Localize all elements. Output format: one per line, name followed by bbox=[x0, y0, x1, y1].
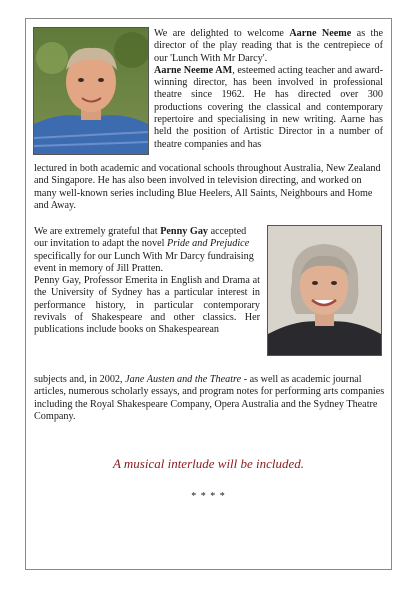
penny-gay-photo bbox=[267, 225, 382, 356]
penny-bio-continued-text bbox=[34, 374, 386, 423]
welcome-text: We are delighted to welcome bbox=[154, 28, 290, 39]
novel-title: Pride and Prejudice bbox=[166, 238, 250, 250]
aarne-neeme-photo bbox=[33, 27, 149, 155]
penny-bio-text: Penny Gay, Professor Emerita in English and Drama at the University of Sydney has a particular interest in performance history, in particular contemporary revivals of Shakespeare and other classics. Her publications include books on Shakespearean bbox=[34, 275, 260, 336]
aarne-bio-continued bbox=[34, 163, 386, 212]
penny-bio-continued bbox=[34, 374, 386, 423]
aarne-name: Aarne Neeme bbox=[289, 28, 352, 39]
musical-interlude-note: A musical interlude will be included. bbox=[112, 456, 305, 471]
aarne-bio-continued-text: lectured in both academic and vocational schools throughout Australia, New Zealand and Singapore. He has also been involved in television directing, and worked on many well-known series including Blue Heelers, All Saints, Neighbours and Home and Away. bbox=[34, 163, 381, 211]
thanks-text-mid: accepted our invitation to adapt the novel bbox=[34, 226, 247, 250]
penny-bio-cont-pre: subjects and, in 2002, bbox=[34, 374, 126, 385]
penny-intro-narrow bbox=[34, 226, 260, 337]
aarne-title-name: Aarne Neeme AM bbox=[154, 64, 233, 76]
penny-name: Penny Gay bbox=[160, 226, 209, 237]
aarne-welcome-paragraph bbox=[154, 28, 383, 65]
aarne-bio-paragraph bbox=[154, 65, 383, 151]
thanks-text-end: specifically for our Lunch With Mr Darcy fundraising event in memory of Jill Pratten. bbox=[34, 250, 254, 274]
aarne-bio-text: , esteemed acting teacher and award-winning director, has been involved in professional theatre since 1962. He has directed over 300 productions covering the classical and contemporary repertoire and specialising in new writing. Aarne has held the position of Artistic Director in a number of theatre companies and has bbox=[154, 64, 383, 150]
penny-bio-cont-post: - as well as academic journal articles, numerous scholarly essays, and program notes for performing arts companies including the Royal Shakespeare Company, Opera Australia and the Sydney Theatre Company. bbox=[34, 374, 385, 422]
aarne-intro-narrow bbox=[154, 28, 383, 151]
section-separator: * * * * bbox=[191, 491, 226, 502]
penny-thanks-paragraph bbox=[34, 226, 260, 275]
book-title: Jane Austen and the Theatre bbox=[125, 374, 242, 385]
welcome-text-end: as the director of the play reading that is the centrepiece of our 'Lunch With Mr Darcy'. bbox=[154, 28, 383, 64]
thanks-text: We are extremely grateful that bbox=[34, 226, 161, 237]
